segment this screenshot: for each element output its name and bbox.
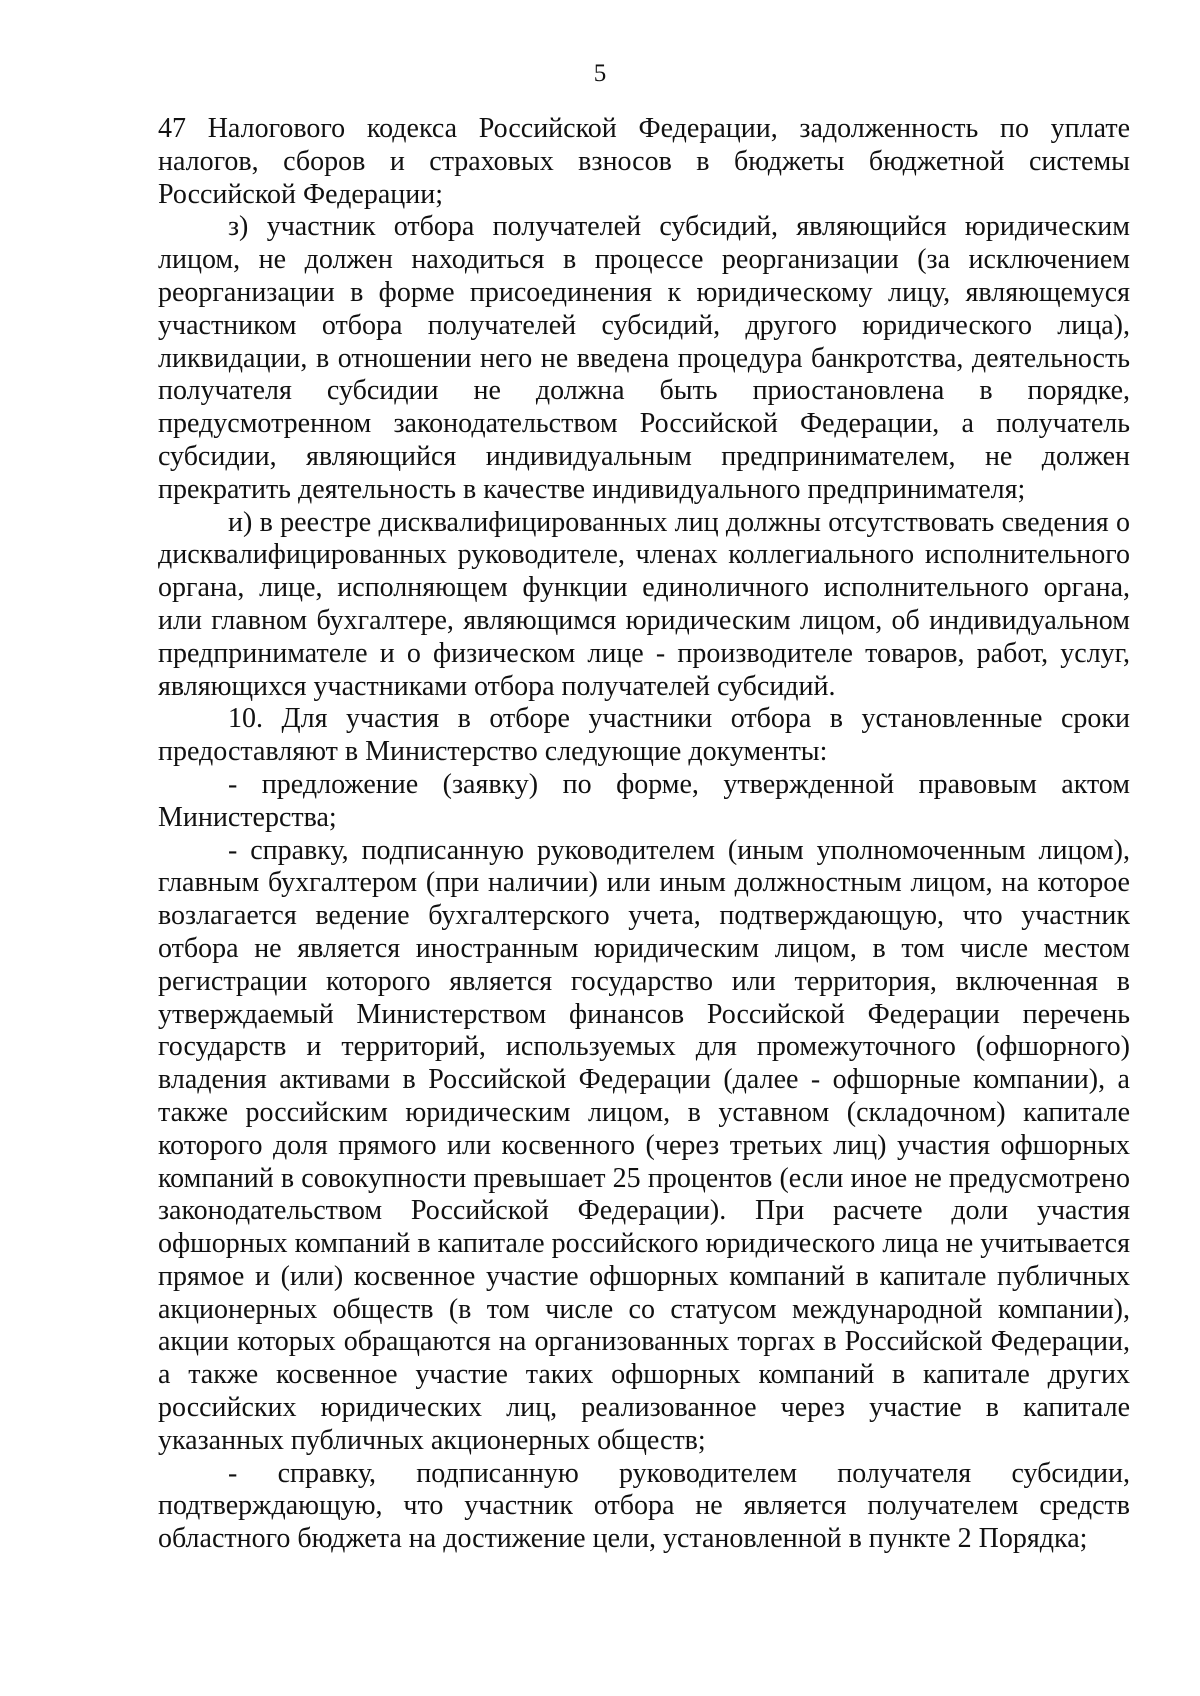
page-number: 5 xyxy=(593,60,607,87)
document-body xyxy=(158,113,1130,1556)
list-item-certificate-offshore: - справку, подписанную руководителем (иным уполномоченным лицом), главным бухгалтером (при наличии) или иным должностным лицом, на которое возлагается ведение бухгалтерского учета, подтверждающую, что участник отбора не является иностранным юридическим лицом, в том числе местом регистрации которого является государство или территория, включенная в утверждаемый Министерством финансов Российской Федерации перечень государств и территорий, используемых для промежуточного (офшорного) владения активами в Российской Федерации (далее - офшорные компании), а также российским юридическим лицом, в уставном (складочном) капитале которого доля прямого или косвенного (через третьих лиц) участия офшорных компаний в совокупности превышает 25 процентов (если иное не предусмотрено законодательством Российской Федерации). При расчете доли участия офшорных компаний в капитале российского юридического лица не учитывается прямое и (или) косвенное участие офшорных компаний в капитале публичных акционерных обществ (в том числе со статусом международной компании), акции которых обращаются на организованных торгах в Российской Федерации, а также косвенное участие таких офшорных компаний в капитале других российских юридических лиц, реализованное через участие в капитале указанных публичных акционерных обществ; xyxy=(158,834,1130,1456)
list-item-certificate-budget: - справку, подписанную руководителем получателя субсидии, подтверждающую, что участник отбора не является получателем средств областного бюджета на достижение цели, установленной в пункте 2 Порядка; xyxy=(158,1457,1130,1555)
paragraph-item-i: и) в реестре дисквалифицированных лиц должны отсутствовать сведения о дисквалифицированных руководителе, членах коллегиального исполнительного органа, лице, исполняющем функции единоличного исполнительного органа, или главном бухгалтере, являющимся юридическим лицом, об индивидуальном предпринимателе и о физическом лице - производителе товаров, работ, услуг, являющихся участниками отбора получателей субсидий. xyxy=(158,506,1130,702)
list-item-proposal: - предложение (заявку) по форме, утвержденной правовым актом Министерства; xyxy=(158,768,1130,833)
paragraph-clause-10: 10. Для участия в отборе участники отбора в установленные сроки предоставляют в Министерство следующие документы: xyxy=(158,703,1130,768)
paragraph-continuation: 47 Налогового кодекса Российской Федерации, задолженность по уплате налогов, сборов и страховых взносов в бюджеты бюджетной системы Российской Федерации; xyxy=(158,113,1130,210)
paragraph-item-z: з) участник отбора получателей субсидий, являющийся юридическим лицом, не должен находиться в процессе реорганизации (за исключением реорганизации в форме присоединения к юридическому лицу, являющемуся участником отбора получателей субсидий, другого юридического лица), ликвидации, в отношении него не введена процедура банкротства, деятельность получателя субсидии не должна быть приостановлена в порядке, предусмотренном законодательством Российской Федерации, а получатель субсидии, являющийся индивидуальным предпринимателем, не должен прекратить деятельность в качестве индивидуального предпринимателя; xyxy=(158,211,1130,505)
